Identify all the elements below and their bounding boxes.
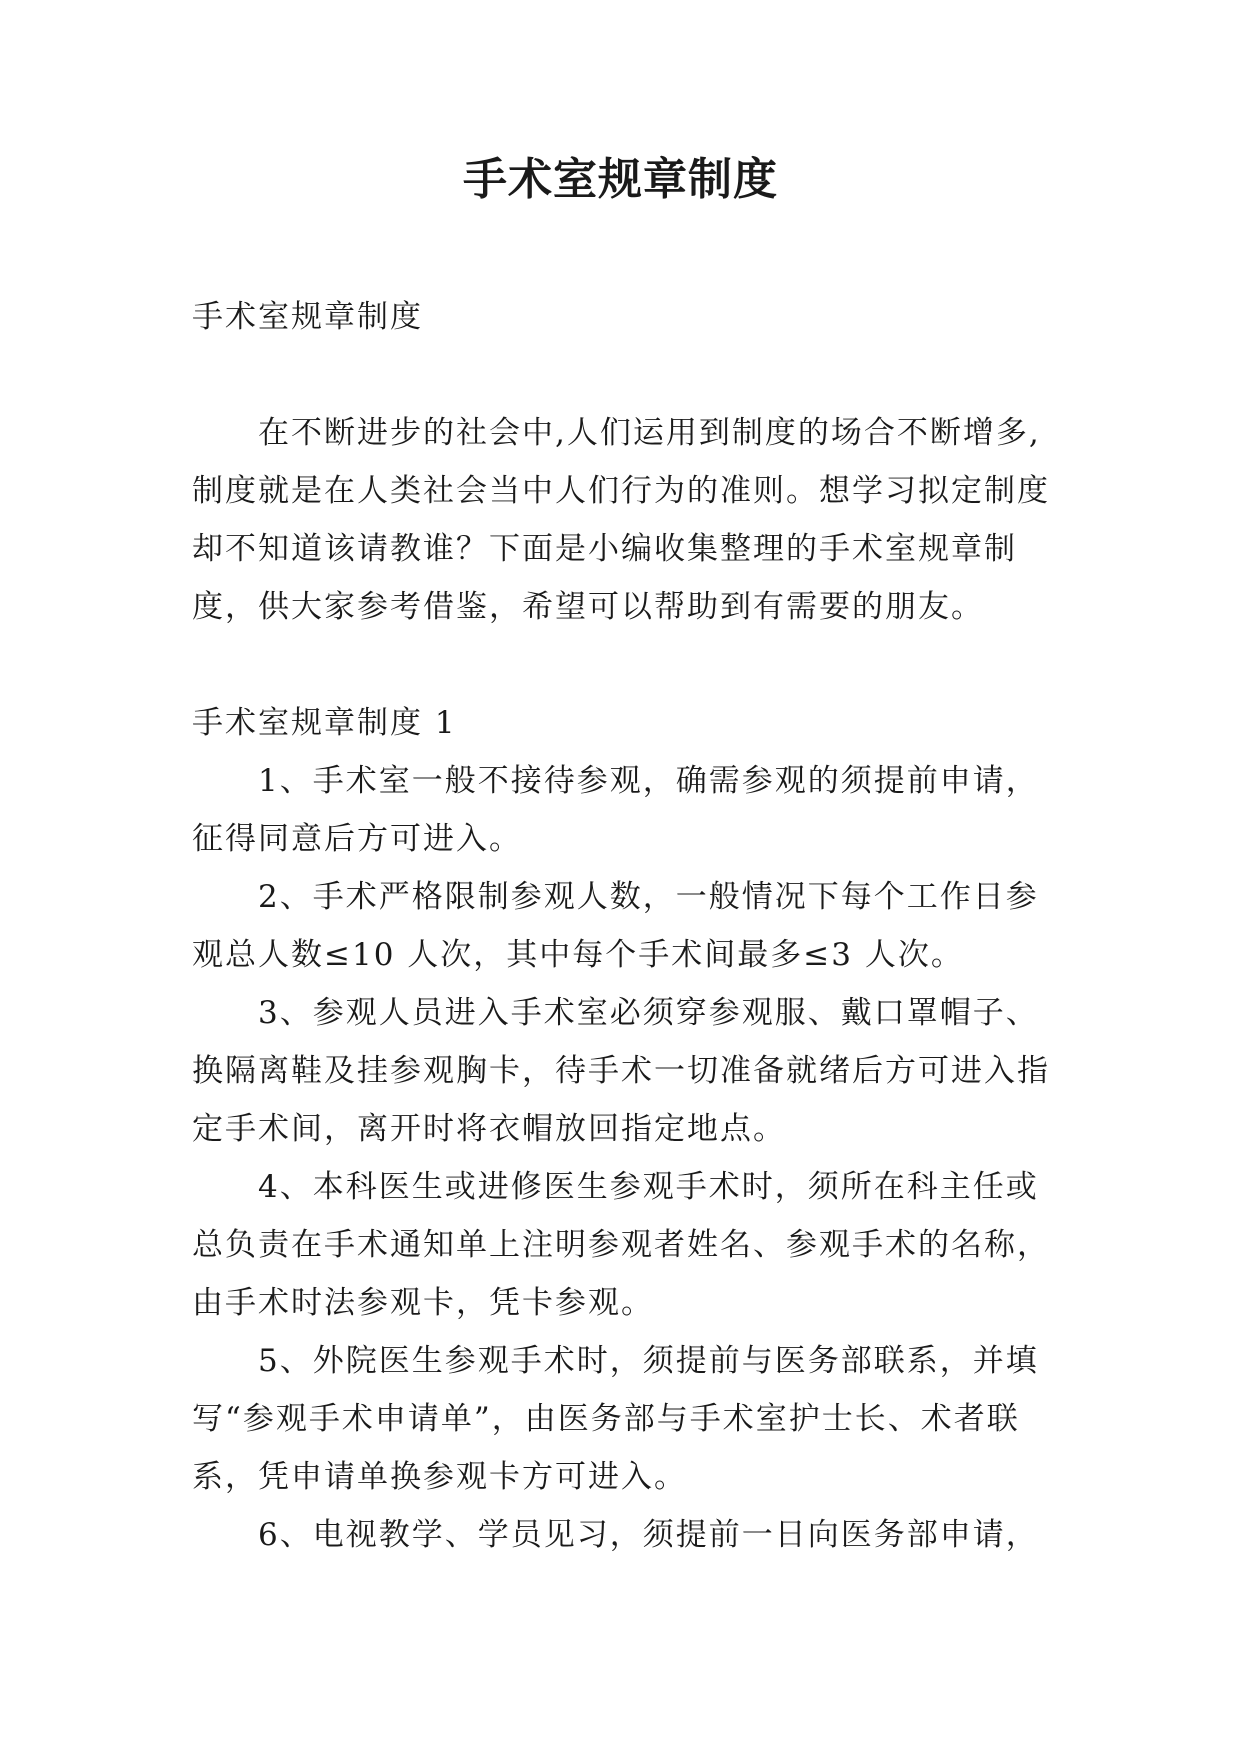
section-heading: 手术室规章制度 1 [192, 705, 457, 741]
rule-item-1: 1、手术室一般不接待参观，确需参观的须提前申请，征得同意后方可进入。 [192, 763, 1039, 857]
document-subtitle: 手术室规章制度 [192, 299, 423, 335]
document-title: 手术室规章制度 [463, 154, 778, 205]
rule-item-6: 6、电视教学、学员见习，须提前一日向医务部申请， [258, 1517, 1039, 1553]
rule-item-3: 3、参观人员进入手术室必须穿参观服、戴口罩帽子、换隔离鞋及挂参观胸卡，待手术一切准备就绪后方可进入指定手术间，离开时将衣帽放回指定地点。 [192, 995, 1050, 1147]
document-body [192, 288, 1062, 1564]
intro-paragraph: 在不断进步的社会中,人们运用到制度的场合不断增多,制度就是在人类社会当中人们行为的准则。想学习拟定制度却不知道该请教谁？下面是小编收集整理的手术室规章制度，供大家参考借鉴，希望可以帮助到有需要的朋友。 [192, 415, 1050, 625]
rule-item-5: 5、外院医生参观手术时，须提前与医务部联系，并填写“参观手术申请单”，由医务部与手术室护士长、术者联系，凭申请单换参观卡方可进入。 [192, 1343, 1039, 1495]
rule-item-4: 4、本科医生或进修医生参观手术时，须所在科主任或总负责在手术通知单上注明参观者姓名、参观手术的名称，由手术时法参观卡，凭卡参观。 [192, 1169, 1050, 1321]
rule-item-2: 2、手术严格限制参观人数，一般情况下每个工作日参观总人数≤10 人次，其中每个手术间最多≤3 人次。 [192, 879, 1039, 973]
